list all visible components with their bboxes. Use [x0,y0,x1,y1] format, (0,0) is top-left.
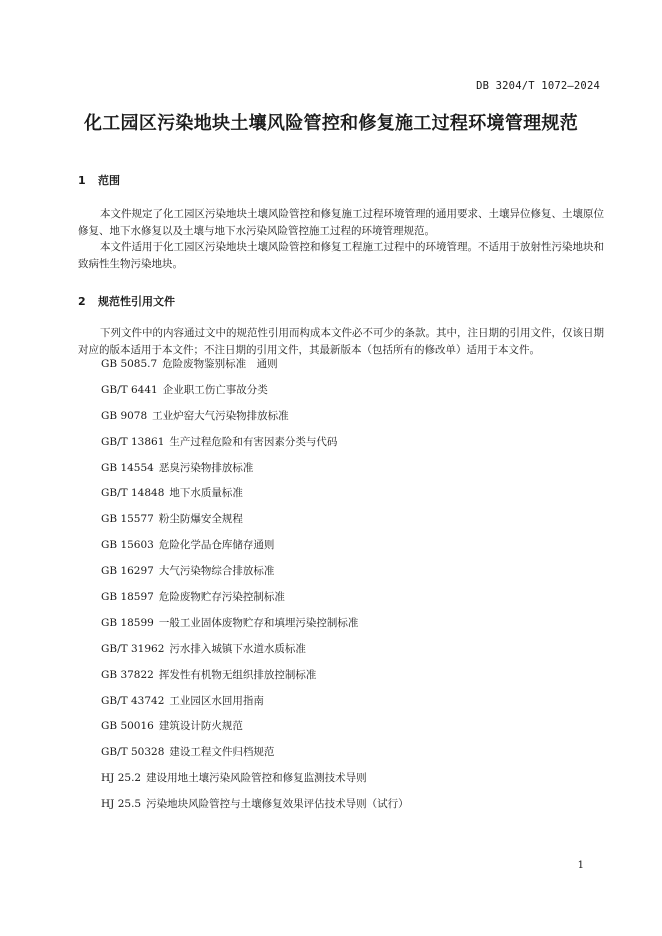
reference-title: 大气污染物综合排放标准 [158,565,275,578]
reference-code: GB/T 43742 [101,694,165,707]
reference-code: GB 16297 [101,565,154,578]
section-1-number: 1 [78,174,86,187]
reference-code: GB 14554 [101,461,154,474]
section-2-title: 规范性引用文件 [98,295,175,308]
reference-item [101,382,409,408]
reference-code: GB 5085.7 [101,358,158,370]
reference-title: 工业园区水回用指南 [169,694,264,707]
reference-item [101,485,409,511]
reference-code: GB/T 50328 [101,746,165,759]
scope-paragraph-2: 本文件适用于化工园区污染地块土壤风险管控和修复工程施工过程中的环境管理。不适用于放射性污染地块和致病性生物污染地块。 [78,241,604,270]
reference-code: GB/T 14848 [101,487,165,500]
reference-code: GB 18597 [101,591,154,604]
reference-title: 危险废物贮存污染控制标准 [158,591,285,604]
references-intro: 下列文件中的内容通过文中的规范性引用而构成本文件必不可少的条款。其中，注日期的引用文件，仅该日期对应的版本适用于本文件；不注日期的引用文件，其最新版本（包括所有的修改单）适用于本文件。 [78,327,604,356]
reference-item [101,434,409,460]
reference-title: 粉尘防爆安全规程 [158,513,243,526]
section-2-number: 2 [78,295,86,308]
reference-item [101,796,409,822]
reference-item [101,744,409,770]
page-number: 1 [577,860,584,871]
reference-item [101,408,409,434]
reference-code: GB 9078 [101,409,148,422]
reference-code: GB/T 31962 [101,642,165,655]
reference-title: 危险化学品仓库储存通则 [158,539,275,552]
reference-title: 污染地块风险管控与土壤修复效果评估技术导则（试行） [146,798,409,811]
reference-title: 一般工业固体废物贮存和填埋污染控制标准 [158,616,359,629]
section-1-heading [78,172,120,188]
reference-item [101,693,409,719]
reference-code: HJ 25.5 [101,798,142,811]
reference-title: 生产过程危险和有害因素分类与代码 [169,435,338,448]
reference-item [101,615,409,641]
reference-title: 污水排入城镇下水道水质标准 [169,642,306,655]
reference-code: HJ 25.2 [101,772,142,785]
reference-title: 工业炉窑大气污染物排放标准 [152,409,289,422]
reference-item [101,667,409,693]
reference-code: GB 37822 [101,668,154,681]
reference-title: 建设工程文件归档规范 [169,746,275,759]
reference-code: GB/T 13861 [101,435,165,448]
section-1-title: 范围 [98,174,120,187]
reference-title: 地下水质量标准 [169,487,243,500]
reference-code: GB/T 6441 [101,383,158,396]
reference-title: 企业职工伤亡事故分类 [162,383,268,396]
reference-item [101,511,409,537]
reference-item [101,770,409,796]
reference-item [101,460,409,486]
reference-code: GB 15603 [101,539,154,552]
reference-code: GB 50016 [101,720,154,733]
reference-title: 建设用地土壤污染风险管控和修复监测技术导则 [146,772,367,785]
document-title: 化工园区污染地块土壤风险管控和修复施工过程环境管理规范 [83,113,579,134]
reference-item [101,563,409,589]
reference-item [101,537,409,563]
reference-code: GB 15577 [101,513,154,526]
reference-list [101,356,409,822]
section-2-heading [78,293,175,309]
reference-title: 建筑设计防火规范 [158,720,243,733]
reference-item [101,641,409,667]
reference-title: 恶臭污染物排放标准 [158,461,254,474]
reference-code: GB 18599 [101,616,154,629]
reference-item [101,356,409,382]
reference-title: 挥发性有机物无组织排放控制标准 [158,668,317,681]
scope-paragraph-1: 本文件规定了化工园区污染地块土壤风险管控和修复施工过程环境管理的通用要求、土壤异位修复、土壤原位修复、地下水修复以及土壤与地下水污染风险管控施工过程的环境管理规范。 [78,208,604,237]
reference-item [101,589,409,615]
reference-item [101,718,409,744]
reference-title: 危险废物鉴别标准 通则 [162,358,278,370]
standard-code: DB 3204/T 1072—2024 [476,80,600,92]
